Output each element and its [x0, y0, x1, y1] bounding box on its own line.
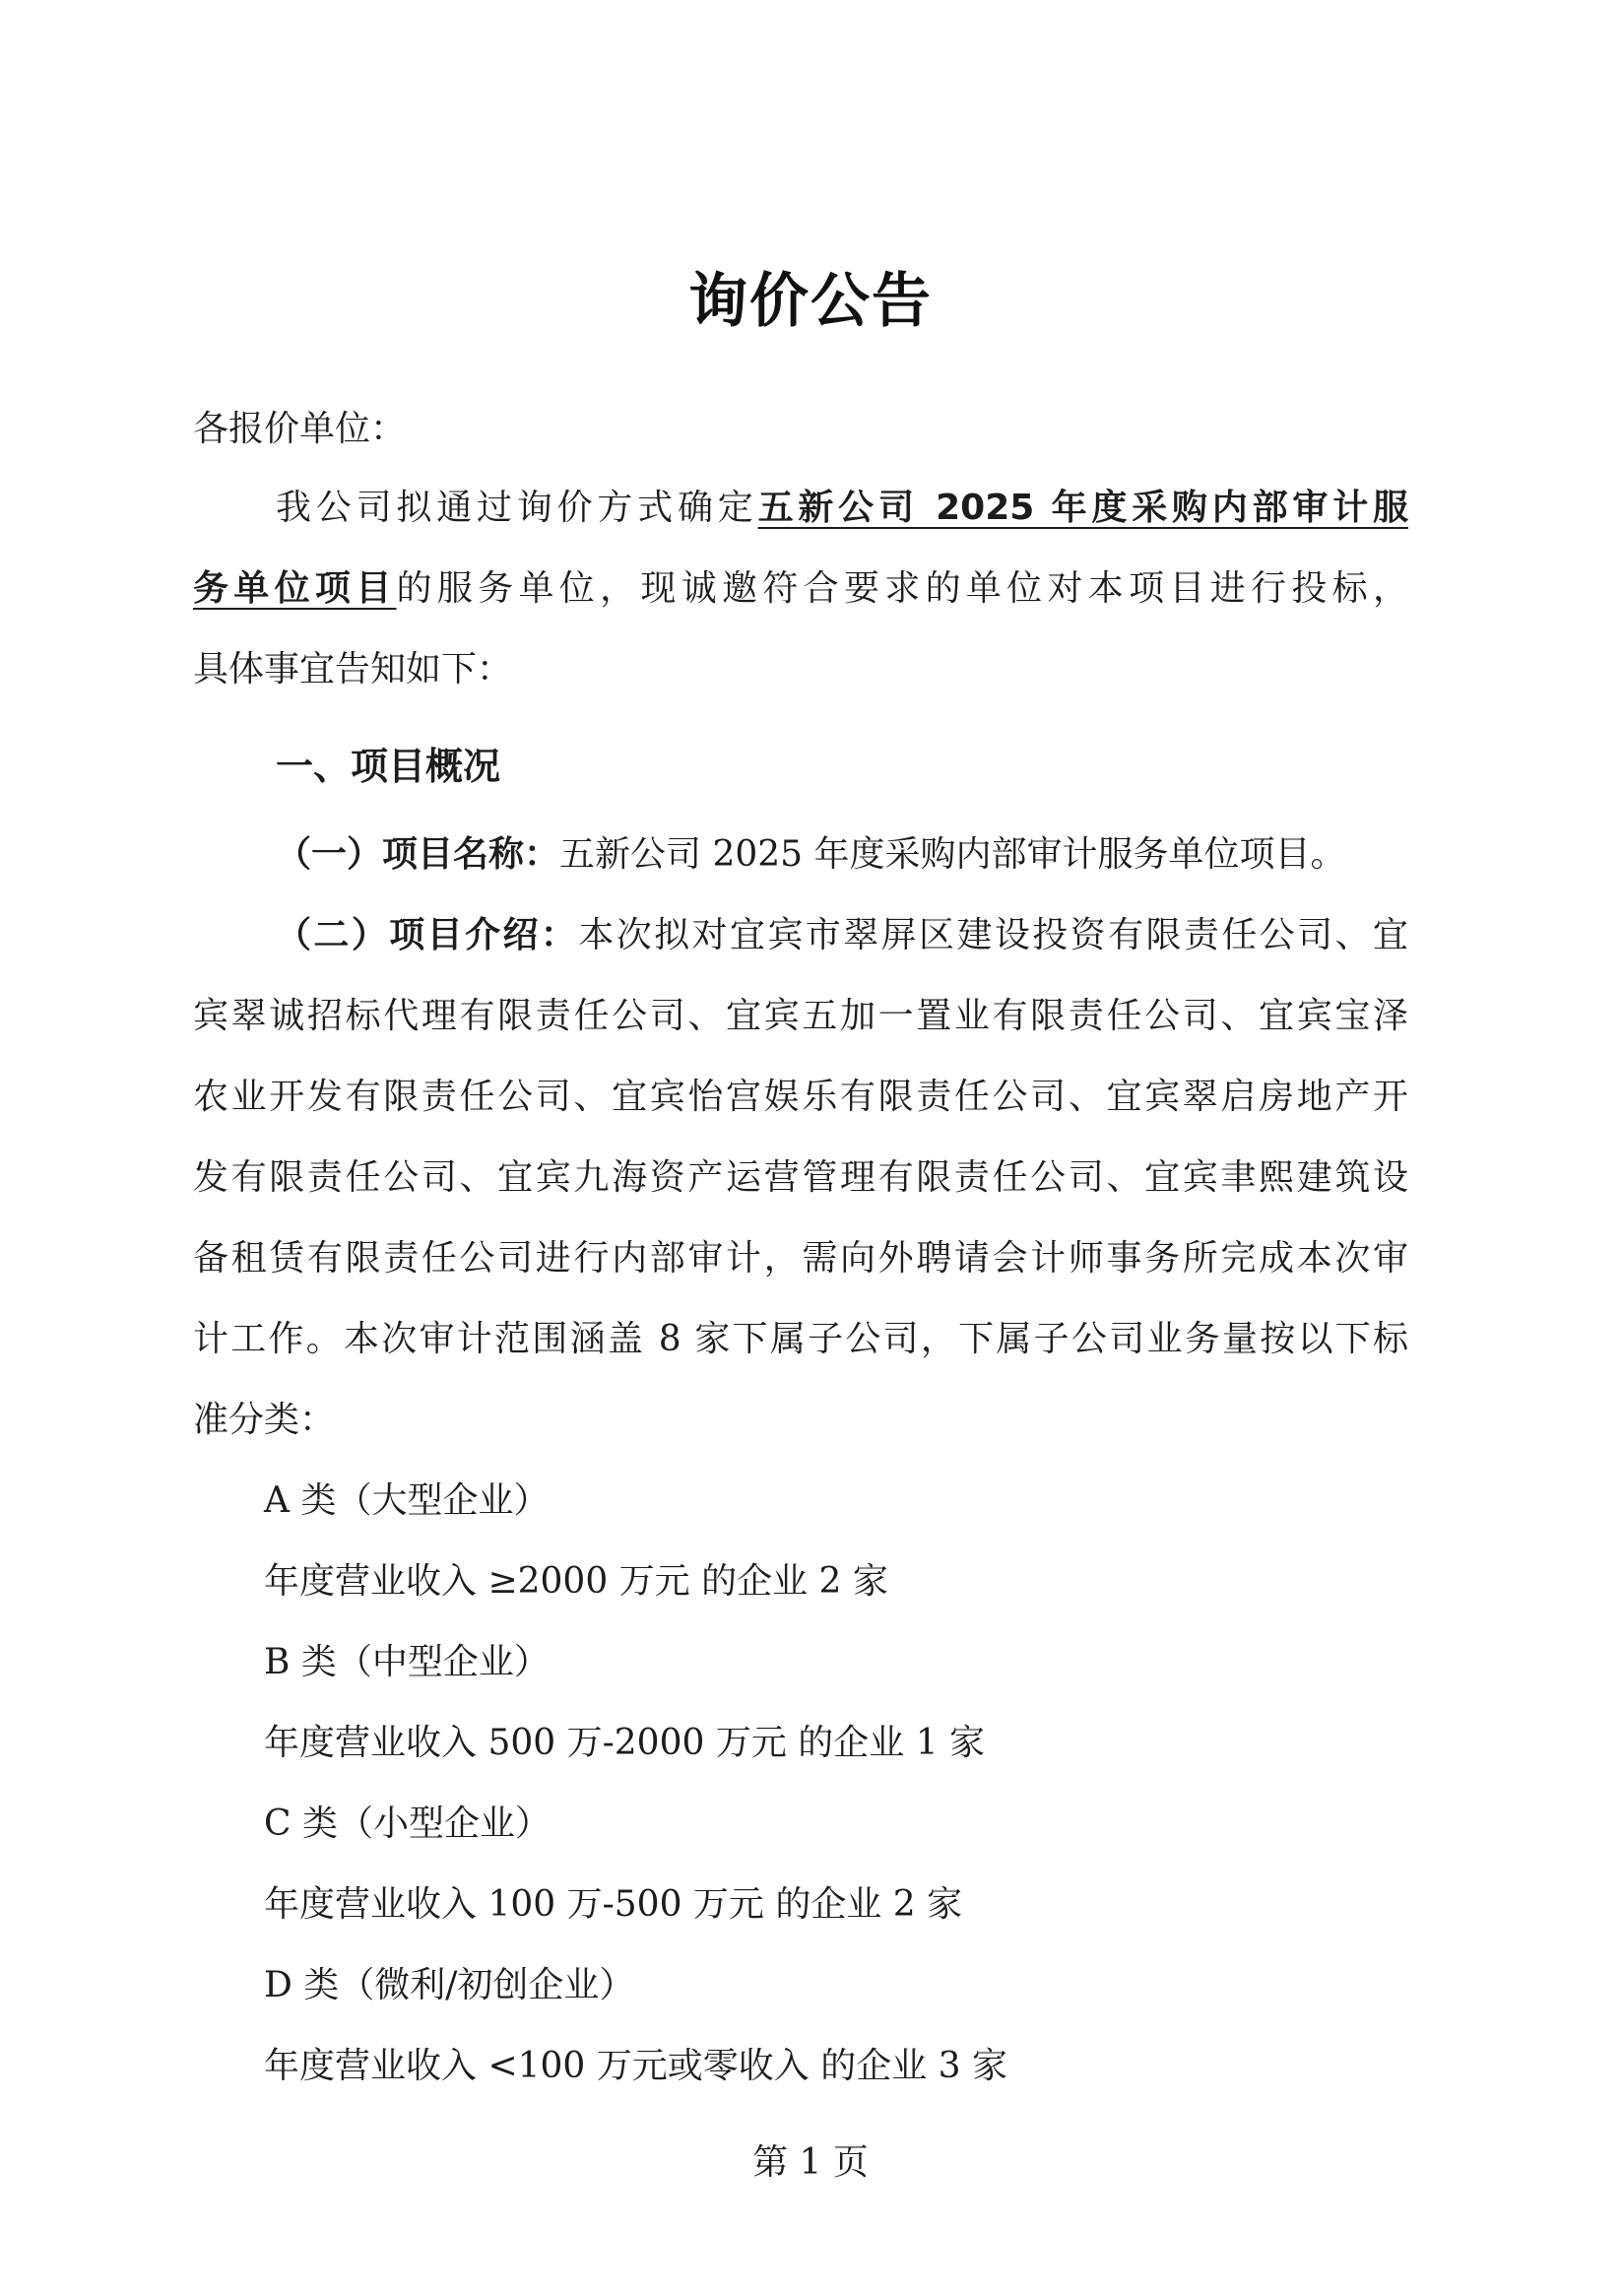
- item-1-label: （一）项目名称：: [276, 834, 560, 875]
- item-project-name: [276, 831, 1346, 879]
- salutation: 各报价单位：: [193, 409, 407, 449]
- intro-prefix: 我公司拟通过询价方式确定: [276, 488, 758, 528]
- intro-line-3: 具体事宜告知如下：: [193, 649, 513, 689]
- section-heading: 一、项目概况: [276, 745, 501, 788]
- intro-suffix: 的服务单位，现诚邀符合要求的单位对本项目进行投标，: [396, 568, 1408, 609]
- category-d-desc: 年度营业收入 <100 万元或零收入 的企业 3 家: [264, 2046, 1007, 2086]
- item-2-line-3: 农业开发有限责任公司、宜宾怡宫娱乐有限责任公司、宜宾翠启房地产开: [193, 1077, 1408, 1117]
- item-project-intro: [276, 912, 1408, 959]
- item-2-line-4: 发有限责任公司、宜宾九海资产运营管理有限责任公司、宜宾聿熙建筑设: [193, 1157, 1408, 1198]
- page-title: 询价公告: [688, 267, 933, 336]
- page-number: 第 1 页: [752, 2142, 869, 2183]
- category-b-name: B 类（中型企业）: [264, 1642, 550, 1682]
- item-2-label: （二）项目介绍：: [276, 915, 579, 955]
- category-a-name: A 类（大型企业）: [264, 1480, 550, 1521]
- category-a-desc: 年度营业收入 ≥2000 万元 的企业 2 家: [264, 1561, 888, 1602]
- item-2-line-2: 宾翠诚招标代理有限责任公司、宜宾五加一置业有限责任公司、宜宾宝泽: [193, 996, 1408, 1036]
- category-d-name: D 类（微利/初创企业）: [264, 1965, 635, 2005]
- project-name-part-1: 五新公司 2025 年度采购内部审计服: [757, 488, 1408, 528]
- project-name-part-2: 务单位项目: [193, 568, 397, 609]
- item-2-line-1: 本次拟对宜宾市翠屏区建设投资有限责任公司、宜: [578, 915, 1408, 955]
- item-2-line-6: 计工作。本次审计范围涵盖 8 家下属子公司，下属子公司业务量按以下标: [193, 1319, 1408, 1359]
- item-2-line-7: 准分类：: [193, 1400, 336, 1440]
- category-b-desc: 年度营业收入 500 万-2000 万元 的企业 1 家: [264, 1723, 986, 1763]
- item-1-text: 五新公司 2025 年度采购内部审计服务单位项目。: [559, 834, 1346, 875]
- item-2-line-5: 备租赁有限责任公司进行内部审计，需向外聘请会计师事务所完成本次审: [193, 1238, 1408, 1279]
- category-c-desc: 年度营业收入 100 万-500 万元 的企业 2 家: [264, 1884, 963, 1925]
- intro-line-1: [193, 485, 1408, 532]
- category-c-name: C 类（小型企业）: [264, 1804, 551, 1844]
- intro-line-2: [193, 565, 1408, 613]
